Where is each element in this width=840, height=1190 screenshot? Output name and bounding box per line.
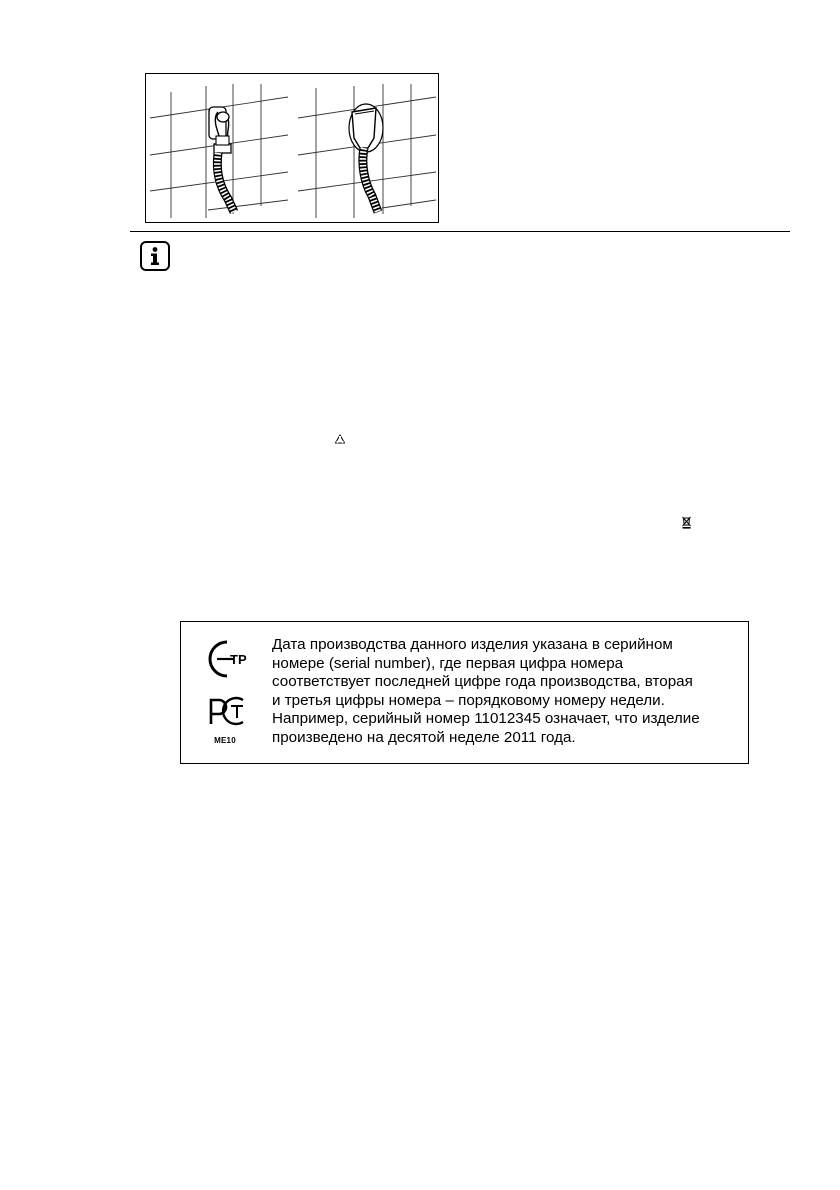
tp-mark-text: ТР bbox=[230, 652, 247, 667]
notice-text bbox=[272, 636, 742, 748]
notice-line: Дата производства данного изделия указана в серийном bbox=[272, 636, 673, 653]
notice-line: номере (serial number), где первая цифра номера bbox=[272, 654, 624, 672]
cert-code: ME10 bbox=[214, 736, 236, 745]
eac-tr-certification-mark bbox=[203, 638, 249, 680]
manufacture-date-notice bbox=[180, 621, 749, 764]
notice-line: Например, серийный номер 11012345 означает, что изделие bbox=[272, 710, 700, 728]
notice-line: и третья цифры номера – порядковому номеру недели. bbox=[272, 691, 665, 709]
recycle-icon bbox=[333, 433, 347, 447]
notice-line: соответствует последней цифре года производства, вторая bbox=[272, 673, 693, 691]
hose-installation-illustration bbox=[145, 73, 439, 223]
crossed-out-bin-icon bbox=[681, 515, 692, 529]
pct-certification-mark bbox=[203, 692, 249, 734]
pct-mark-text: Р С Т bbox=[203, 692, 206, 693]
section-divider bbox=[130, 231, 790, 232]
info-icon bbox=[140, 241, 170, 271]
hose-installation-drawing bbox=[146, 74, 440, 224]
tile-line bbox=[208, 200, 288, 210]
notice-line: произведено на десятой неделе 2011 года. bbox=[272, 728, 576, 746]
hose-hook-drawing bbox=[209, 107, 234, 212]
tile-line bbox=[382, 200, 436, 208]
